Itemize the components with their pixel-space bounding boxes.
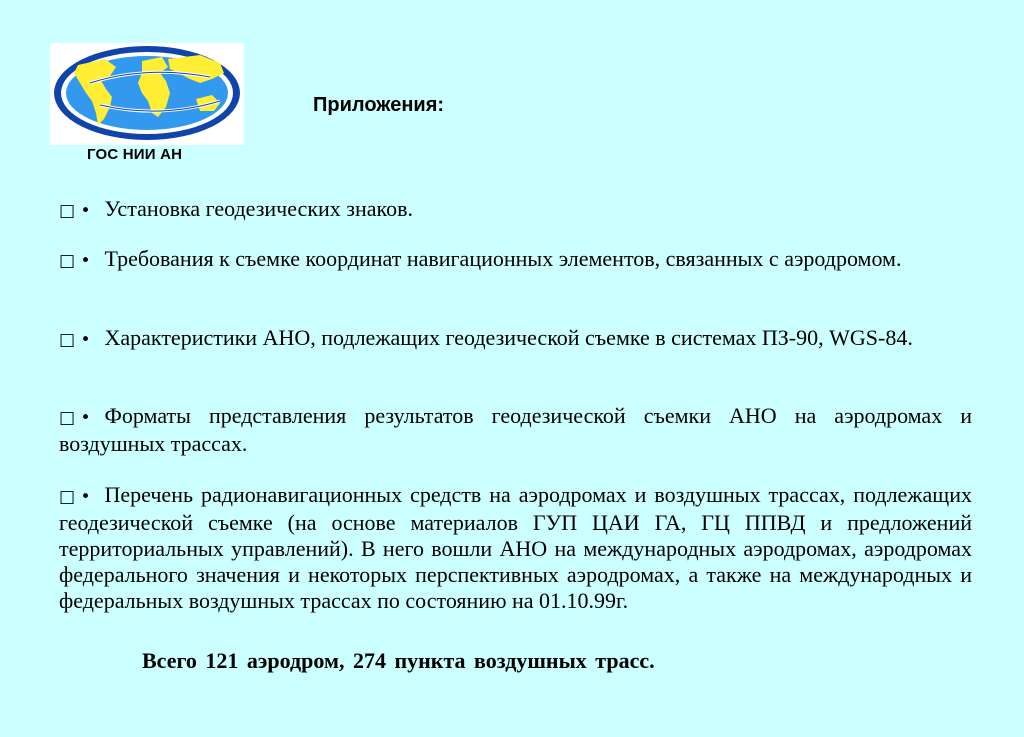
bullet-icon: □ • [59, 251, 91, 271]
bullet-icon: □ • [59, 408, 91, 428]
list-item-text: Характеристики АНО, подлежащих геодезической съемке в системах ПЗ-90, WGS-84. [104, 325, 913, 350]
list-item [59, 325, 972, 353]
bullet-icon: □ • [59, 330, 91, 350]
list-item-text: Перечень радионавигационных средств на аэродромах и воздушных трассах, подлежащих геодезической съемке (на основе материалов ГУП ЦАИ ГА, ГЦ ППВД и предложений территориальных управлений). В него вошли АНО на международных аэродромах, аэродромах федерального значения и некоторых перспективных аэродромах, а также на международных и федеральных воздушных трассах по состоянию на 01.10.99г. [59, 482, 972, 613]
logo [50, 43, 244, 145]
bullet-icon: □ • [59, 487, 91, 507]
page-title: Приложения: [313, 94, 445, 116]
list-item-text: Установка геодезических знаков. [104, 196, 413, 221]
bullet-icon: □ • [59, 201, 91, 221]
globe-logo-icon [50, 43, 244, 145]
list-item [59, 482, 972, 614]
summary-total: Всего 121 аэродром, 274 пункта воздушных трасс. [142, 648, 655, 673]
list-item [59, 196, 972, 224]
list-item [59, 246, 972, 274]
list-item-text: Требования к съемке координат навигационных элементов, связанных с аэродромом. [104, 246, 902, 271]
list-item [59, 403, 972, 457]
list-item-text: Форматы представления результатов геодезической съемки АНО на аэродромах и воздушных трассах. [59, 403, 972, 456]
organization-label: ГОС НИИ АН [87, 146, 183, 163]
